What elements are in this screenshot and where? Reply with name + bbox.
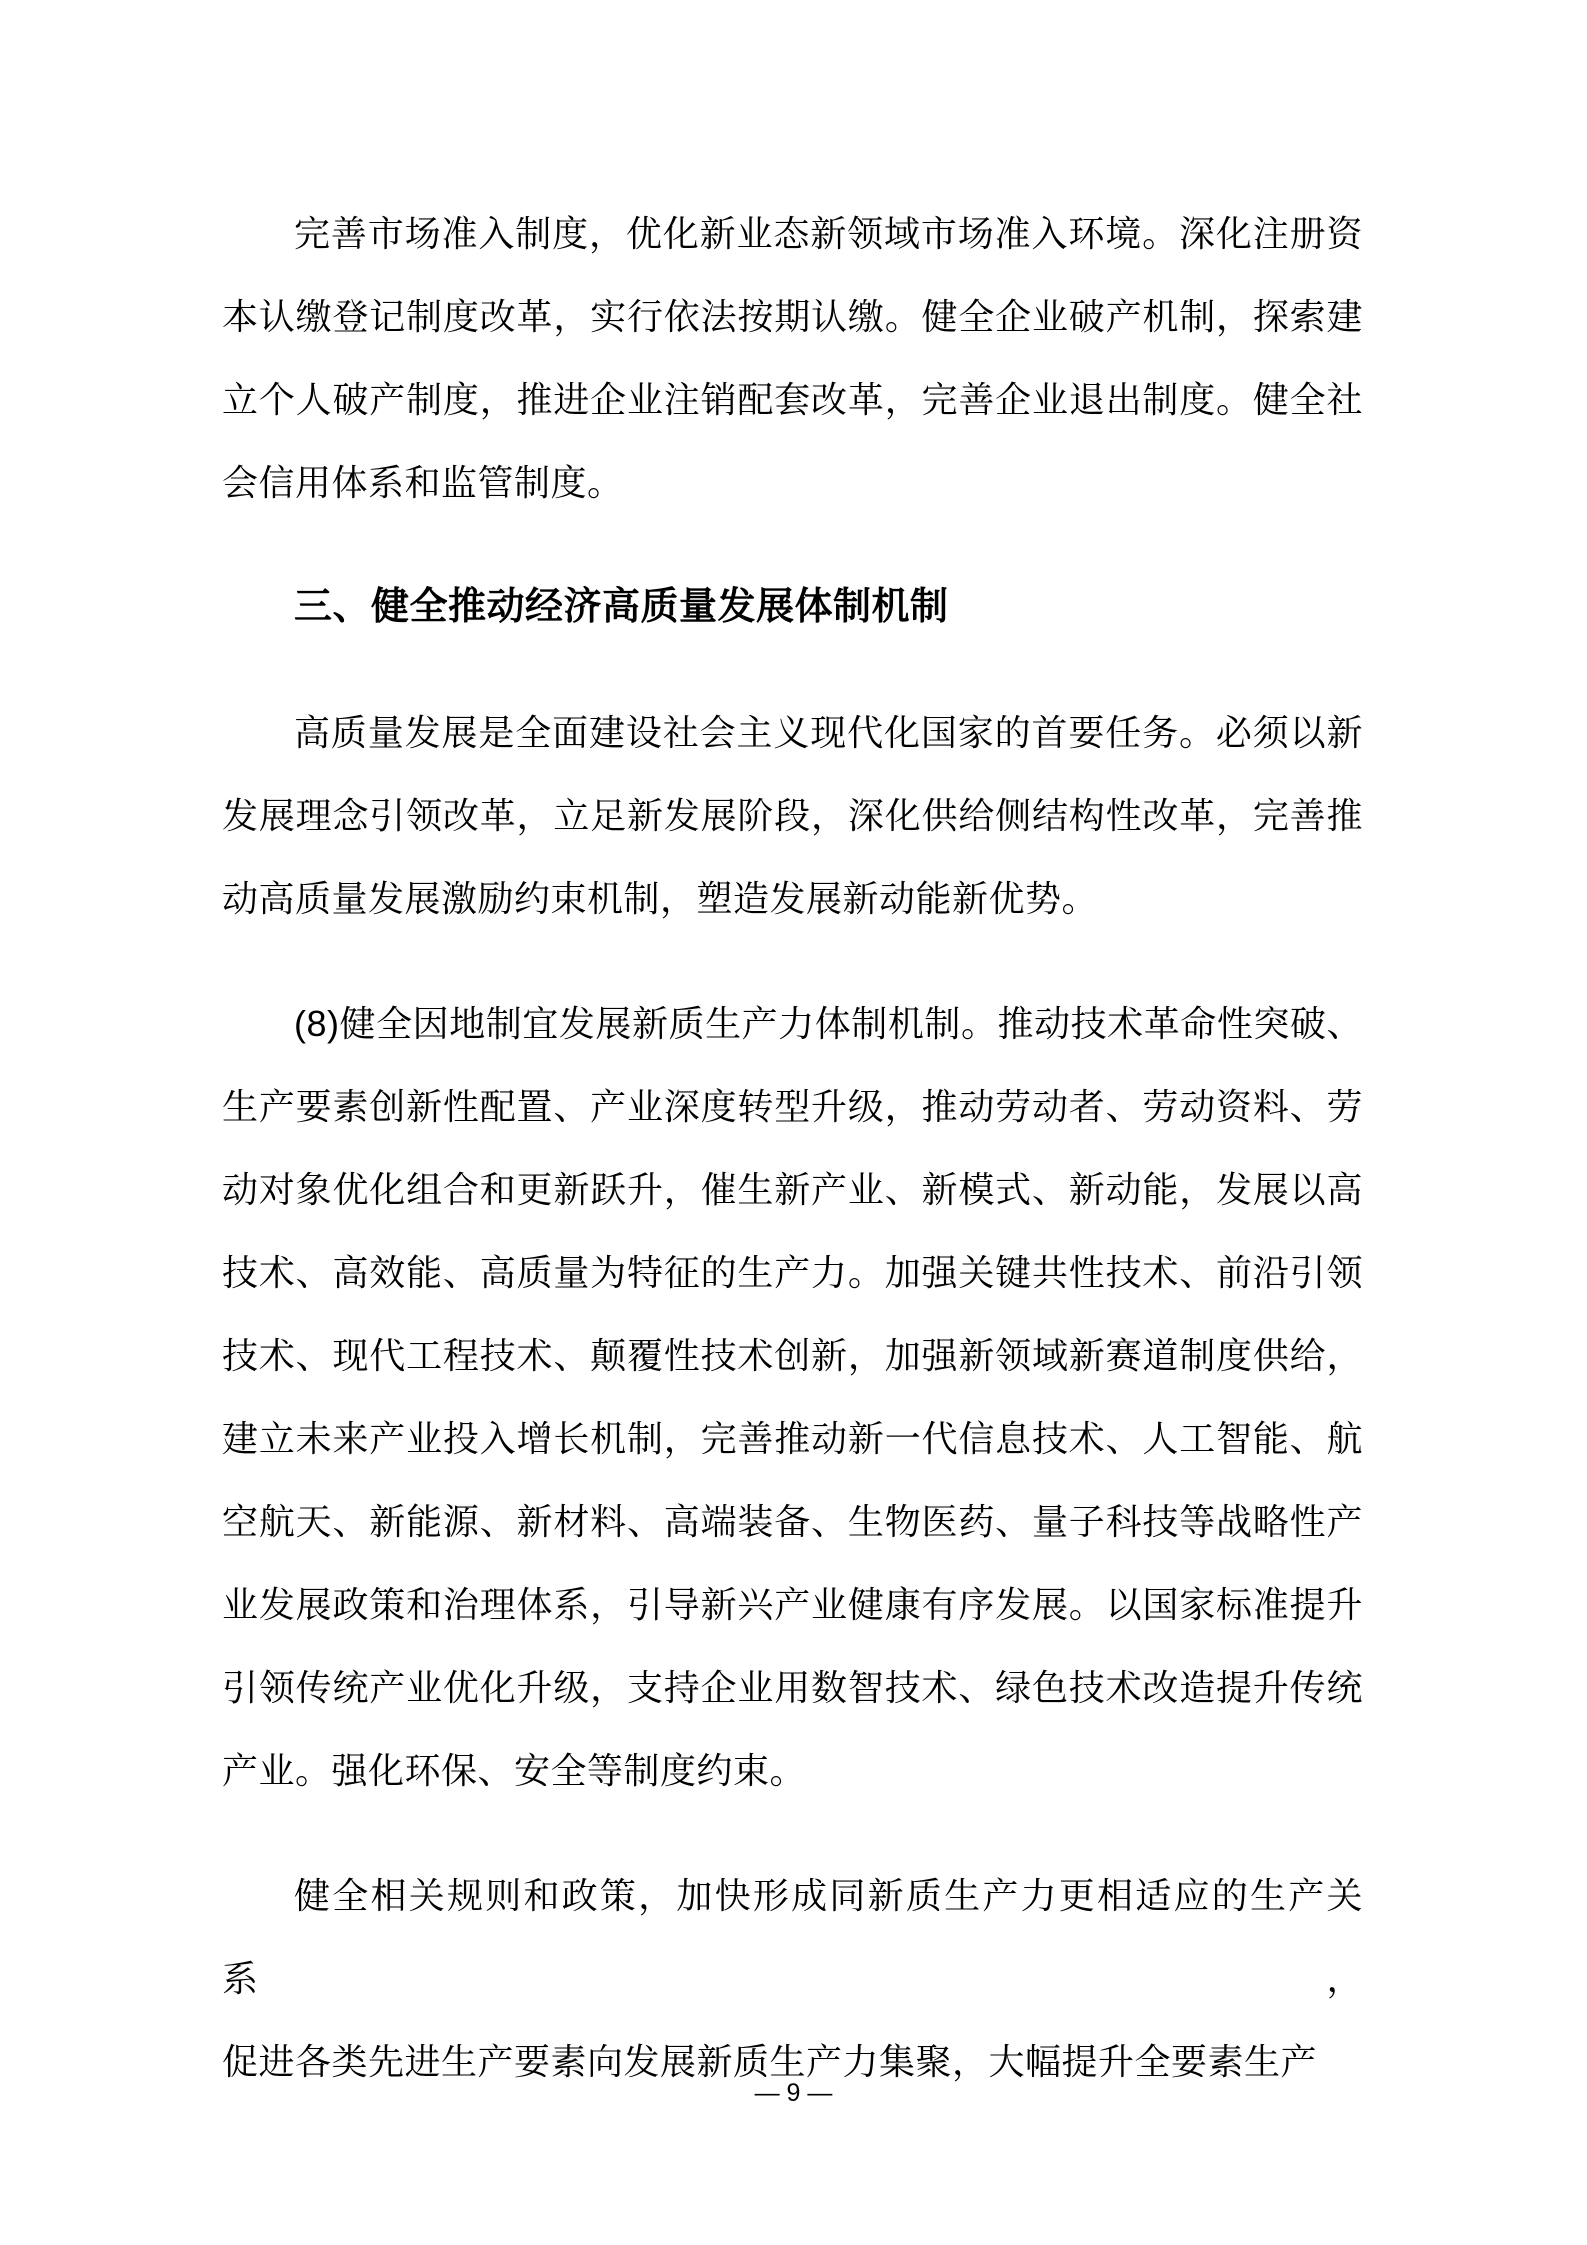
text-line: 技术、现代工程技术、颠覆性技术创新，加强新领域新赛道制度供给， [222,1335,1363,1376]
paragraph [222,982,1363,1812]
text-line: 业发展政策和治理体系，引导新兴产业健康有序发展。以国家标准提升 [222,1584,1363,1625]
text-line: 高质量发展是全面建设社会主义现代化国家的首要任务。必须以新 [294,712,1363,753]
paragraph [222,1854,1363,2103]
text-line: 建立未来产业投入增长机制，完善推动新一代信息技术、人工智能、航 [222,1418,1363,1459]
section-heading [222,566,1363,649]
text-line: 空航天、新能源、新材料、高端装备、生物医药、量子科技等战略性产 [222,1501,1363,1542]
text-line: 立个人破产制度，推进企业注销配套改革，完善企业退出制度。健全社 [222,379,1363,420]
text-line: 技术、高效能、高质量为特征的生产力。加强关键共性技术、前沿引领 [222,1252,1363,1293]
text-line: 完善市场准入制度，优化新业态新领域市场准入环境。深化注册资 [294,213,1363,254]
text-line: 会信用体系和监管制度。 [222,462,624,503]
text-line: 三、健全推动经济高质量发展体制机制 [294,586,949,628]
text-line: 动对象优化组合和更新跃升，催生新产业、新模式、新动能，发展以高 [222,1169,1363,1210]
document-body [222,192,1363,2103]
text-line: 产业。强化环保、安全等制度约束。 [222,1750,807,1791]
text-line: 促进各类先进生产要素向发展新质生产力集聚，大幅提升全要素生产 [222,2041,1318,2082]
text-line: 生产要素创新性配置、产业深度转型升级，推动劳动者、劳动资料、劳 [222,1086,1363,1127]
paragraph [222,192,1363,524]
text-line: 本认缴登记制度改革，实行依法按期认缴。健全企业破产机制，探索建 [222,296,1363,337]
text-line: 动高质量发展激励约束机制，塑造发展新动能新优势。 [222,878,1099,919]
page-number: — 9 — [754,2079,833,2107]
paragraph [222,691,1363,940]
text-line: 引领传统产业优化升级，支持企业用数智技术、绿色技术改造提升传统 [222,1667,1363,1708]
text-line: 发展理念引领改革，立足新发展阶段，深化供给侧结构性改革，完善推 [222,795,1363,836]
text-line: (8)健全因地制宜发展新质生产力体制机制。推动技术革命性突破、 [294,1003,1363,1044]
text-line: 健全相关规则和政策，加快形成同新质生产力更相适应的生产关系， [222,1875,1363,1999]
